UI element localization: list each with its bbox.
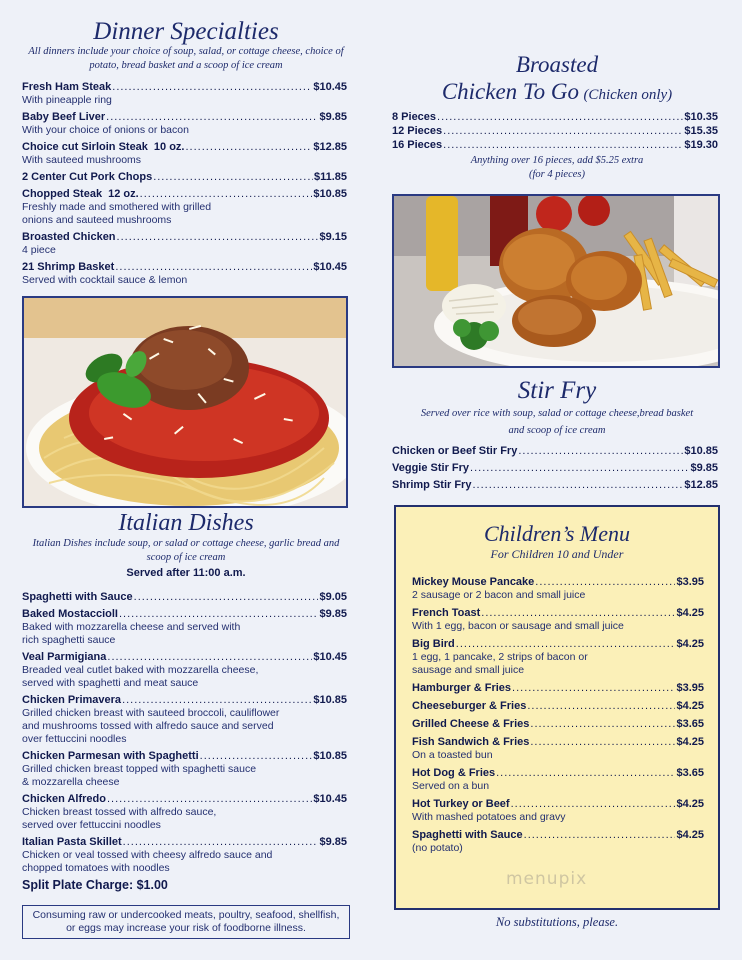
item-price: $3.95 — [676, 576, 704, 588]
item-description: Chicken or veal tossed with cheesy alfredo sauce and chopped tomatoes with noodles — [22, 849, 273, 874]
menu-item — [392, 138, 718, 152]
item-name: 8 Pieces — [392, 111, 437, 123]
broasted-note-line1: Anything over 16 pieces, add $5.25 extra — [470, 155, 644, 166]
item-name: Chicken or Beef Stir Fry — [392, 445, 518, 457]
menu-item — [22, 170, 347, 184]
item-description: Freshly made and smothered with grilled onions and sauteed mushrooms — [22, 201, 212, 226]
item-price: $3.95 — [676, 682, 704, 694]
item-name: Fish Sandwich & Fries — [412, 736, 530, 748]
item-description: 4 piece — [22, 244, 56, 256]
item-description: Served on a bun — [412, 780, 490, 792]
item-name: 21 Shrimp Basket — [22, 261, 115, 273]
item-price: $10.45 — [313, 651, 347, 663]
item-price: $19.30 — [684, 139, 718, 151]
fried-chicken-illustration — [394, 196, 720, 368]
item-name: Spaghetti with Sauce — [412, 829, 523, 841]
childrens-menu-box — [394, 505, 720, 910]
menu-item — [22, 230, 347, 257]
menu-item — [22, 607, 347, 647]
fried-chicken-photo — [392, 194, 720, 368]
item-price: $10.85 — [313, 188, 347, 200]
item-name: 2 Center Cut Pork Chops — [22, 171, 153, 183]
menu-item — [392, 478, 718, 492]
item-name: 16 Pieces — [392, 139, 443, 151]
item-price: $4.25 — [676, 798, 704, 810]
item-price: $10.35 — [684, 111, 718, 123]
item-name: Veal Parmigiana — [22, 651, 107, 663]
item-price: $10.45 — [313, 261, 347, 273]
kids-subtitle: For Children 10 and Under — [490, 547, 624, 561]
item-price: $9.05 — [319, 591, 347, 603]
item-name: Spaghetti with Sauce — [22, 591, 133, 603]
item-price: $9.15 — [319, 231, 347, 243]
item-name: Hot Dog & Fries — [412, 767, 496, 779]
dinner-title: Dinner Specialties — [93, 18, 279, 45]
item-price: $10.85 — [684, 445, 718, 457]
item-description: Grilled chicken breast topped with spaghetti sauce & mozzarella cheese — [22, 763, 257, 788]
dinner-menu-list — [22, 80, 347, 290]
menu-item — [22, 792, 347, 832]
item-name: Big Bird — [412, 638, 455, 650]
item-price: $15.35 — [684, 125, 718, 137]
item-name: Chopped Steak — [22, 188, 103, 200]
spaghetti-illustration — [24, 298, 348, 508]
dinner-note: All dinners include your choice of soup, salad, or cottage cheese, choice of potato, bread basket and a scoop of ice cream — [28, 46, 344, 71]
item-name: Choice cut Sirloin Steak — [22, 141, 148, 153]
menu-item — [22, 749, 347, 789]
item-description: With your choice of onions or bacon — [22, 124, 189, 136]
no-substitutions-note: No substitutions, please. — [495, 915, 619, 929]
item-price: $9.85 — [319, 836, 347, 848]
menu-item — [22, 110, 347, 137]
item-description: With pineapple ring — [22, 94, 112, 106]
item-price: $10.45 — [313, 81, 347, 93]
menu-item — [412, 681, 704, 695]
italian-note: Italian Dishes include soup, or salad or cottage cheese, garlic bread and scoop of ice cream — [32, 538, 340, 563]
item-name: Hamburger & Fries — [412, 682, 512, 694]
stirfry-note-line2: and scoop of ice cream — [508, 425, 606, 436]
menu-item — [412, 828, 704, 855]
menu-item — [22, 835, 347, 875]
item-price: $10.45 — [313, 793, 347, 805]
kids-title: Children’s Menu — [483, 521, 631, 546]
menu-item — [392, 110, 718, 124]
stirfry-title: Stir Fry — [517, 377, 597, 404]
foodborne-illness-warning: Consuming raw or undercooked meats, poultry, seafood, shellfish, or eggs may increase your risk of foodborne illness. — [22, 905, 350, 939]
item-name: Grilled Cheese & Fries — [412, 718, 530, 730]
menu-item — [22, 693, 347, 746]
menu-item — [412, 699, 704, 713]
broasted-title-suffix: (Chicken only) — [583, 87, 673, 103]
item-name: Fresh Ham Steak — [22, 81, 112, 93]
item-price: $3.65 — [676, 718, 704, 730]
item-name: Shrimp Stir Fry — [392, 479, 472, 491]
menu-item — [22, 260, 347, 287]
item-name: Chicken Parmesan with Spaghetti — [22, 750, 199, 762]
menu-item — [412, 717, 704, 731]
item-price: $10.85 — [313, 750, 347, 762]
item-description: Breaded veal cutlet baked with mozzarella cheese, served with spaghetti and meat sauce — [22, 664, 259, 689]
menu-item — [392, 461, 718, 475]
item-portion: 12 oz. — [108, 188, 139, 200]
item-price: $11.85 — [313, 171, 347, 183]
item-name: Veggie Stir Fry — [392, 462, 470, 474]
item-name: Baby Beef Liver — [22, 111, 106, 123]
item-description: On a toasted bun — [412, 749, 493, 761]
broasted-title-line2: Chicken To Go — [441, 79, 579, 104]
menu-item — [412, 637, 704, 677]
broasted-note-line2: (for 4 pieces) — [529, 169, 585, 180]
item-name: Chicken Primavera — [22, 694, 122, 706]
item-description: With sauteed mushrooms — [22, 154, 142, 166]
item-description: Grilled chicken breast with sauteed broccoli, cauliflower and mushrooms tossed with alfredo sauce and served over fettuccini noodles — [22, 707, 280, 745]
item-price: $9.85 — [319, 608, 347, 620]
kids-menu-list — [412, 575, 704, 859]
item-price: $4.25 — [676, 700, 704, 712]
menu-item — [22, 140, 347, 167]
stirfry-menu-list — [392, 444, 718, 495]
item-name: Baked MostacciolI — [22, 608, 118, 620]
item-description: Chicken breast tossed with alfredo sauce, served over fettuccini noodles — [22, 806, 217, 831]
menu-item — [412, 735, 704, 762]
item-description: 1 egg, 1 pancake, 2 strips of bacon or sausage and small juice — [412, 651, 588, 676]
item-name: French Toast — [412, 607, 481, 619]
item-price: $9.85 — [319, 111, 347, 123]
split-plate-charge: Split Plate Charge: $1.00 — [22, 878, 168, 892]
item-price: $9.85 — [690, 462, 718, 474]
menu-item — [392, 124, 718, 138]
item-price: $10.85 — [313, 694, 347, 706]
item-price: $4.25 — [676, 829, 704, 841]
menu-item — [412, 797, 704, 824]
menu-item — [22, 187, 347, 227]
italian-served-after: Served after 11:00 a.m. — [126, 567, 246, 579]
item-name: Mickey Mouse Pancake — [412, 576, 535, 588]
item-price: $4.25 — [676, 607, 704, 619]
menu-item — [22, 590, 347, 604]
item-description: Served with cocktail sauce & lemon — [22, 274, 188, 286]
broasted-title — [372, 79, 742, 105]
item-description: (no potato) — [412, 842, 463, 854]
item-name: 12 Pieces — [392, 125, 443, 137]
menu-item — [412, 575, 704, 602]
broasted-title-line1: Broasted — [515, 52, 599, 77]
menu-item — [412, 606, 704, 633]
item-name: Chicken Alfredo — [22, 793, 106, 805]
item-price: $3.65 — [676, 767, 704, 779]
item-price: $12.85 — [313, 141, 347, 153]
italian-title: Italian Dishes — [118, 510, 254, 536]
item-description: Baked with mozzarella cheese and served with rich spaghetti sauce — [22, 621, 241, 646]
item-name: Hot Turkey or Beef — [412, 798, 510, 810]
broasted-menu-list — [392, 110, 718, 152]
stirfry-note-line1: Served over rice with soup, salad or cottage cheese,bread basket — [420, 408, 694, 419]
item-portion: 10 oz. — [153, 141, 185, 153]
item-description: 2 sausage or 2 bacon and small juice — [412, 589, 586, 601]
menu-item — [22, 80, 347, 107]
item-description: With 1 egg, bacon or sausage and small juice — [412, 620, 624, 632]
item-name: Italian Pasta Skillet — [22, 836, 122, 848]
item-price: $12.85 — [684, 479, 718, 491]
menu-item — [412, 766, 704, 793]
menu-item — [22, 650, 347, 690]
italian-menu-list — [22, 590, 347, 892]
item-price: $4.25 — [676, 638, 704, 650]
item-description: With mashed potatoes and gravy — [412, 811, 566, 823]
item-price: $4.25 — [676, 736, 704, 748]
menupix-watermark: menupix — [506, 869, 588, 889]
menu-item — [392, 444, 718, 458]
spaghetti-photo — [22, 296, 348, 508]
item-name: Broasted Chicken — [22, 231, 116, 243]
item-name: Cheeseburger & Fries — [412, 700, 527, 712]
